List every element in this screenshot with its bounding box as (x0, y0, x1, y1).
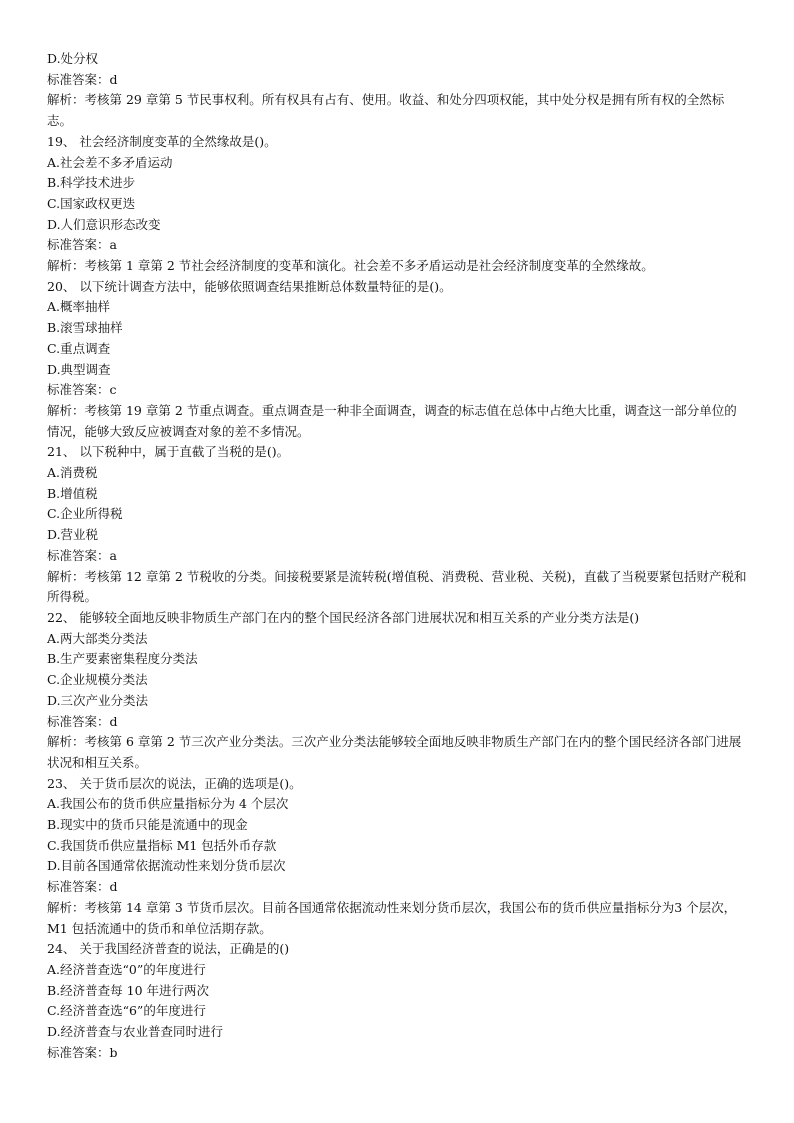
explanation-q23: 解析：考核第 14 章第 3 节货币层次。目前各国通常依据流动性来划分货币层次，我国公布的货币供应量指标分为3 个层次，M1 包括流通中的货币和单位活期存款。 (47, 899, 737, 936)
answer-q21: 标准答案：a (47, 547, 117, 563)
answer-q23: 标准答案：d (47, 879, 118, 895)
q24-option-b: B.经济普查每 10 年进行两次 (47, 982, 210, 998)
q20-option-d: D.典型调查 (47, 361, 111, 377)
option-d-disposal-right: D.处分权 (47, 51, 99, 66)
q19-option-c: C.国家政权更迭 (47, 195, 136, 211)
q19-option-b: B.科学技术进步 (47, 175, 136, 191)
explanation-q20: 解析：考核第 19 章第 2 节重点调查。重点调查是一种非全面调查，调查的标志值在总体中占绝大比重，调查这一部分单位的情况，能够大致反应被调查对象的差不多情况。 (47, 402, 737, 439)
document-page (47, 49, 747, 1063)
q24-option-c: C.经济普查选“6”的年度进行 (47, 1003, 206, 1019)
q24-option-a: A.经济普查选“0”的年度进行 (47, 961, 206, 977)
q23-option-b: B.现实中的货币只能是流通中的现金 (47, 817, 248, 833)
q20-option-c: C.重点调查 (47, 340, 111, 356)
q22-option-c: C.企业规模分类法 (47, 672, 148, 688)
q23-option-d: D.目前各国通常依据流动性来划分货币层次 (47, 858, 286, 874)
question-23: 23、 关于货币层次的说法，正确的选项是()。 (47, 775, 302, 791)
question-19: 19、 社会经济制度变革的全然缘故是()。 (47, 133, 277, 149)
q22-option-d: D.三次产业分类法 (47, 692, 149, 708)
q23-option-c: C.我国货币供应量指标 M1 包括外币存款 (47, 837, 277, 853)
explanation-q21: 解析：考核第 12 章第 2 节税收的分类。间接税要紧是流转税(增值税、消费税、营业税、关税)，直截了当税要紧包括财产税和所得税。 (47, 568, 747, 605)
q20-option-b: B.滚雪球抽样 (47, 320, 123, 336)
answer-q18: 标准答案：d (47, 71, 118, 87)
question-24: 24、 关于我国经济普查的说法，正确是的() (47, 941, 290, 957)
answer-q22: 标准答案：d (47, 713, 118, 729)
explanation-q18: 解析：考核第 29 章第 5 节民事权利。所有权具有占有、使用。收益、和处分四项权能，其中处分权是拥有所有权的全然标志。 (47, 92, 725, 129)
q22-option-a: A.两大部类分类法 (47, 630, 148, 646)
q20-option-a: A.概率抽样 (47, 299, 111, 315)
q21-option-c: C.企业所得税 (47, 506, 123, 522)
q21-option-b: B.增值税 (47, 485, 98, 501)
answer-q24: 标准答案：b (47, 1044, 118, 1060)
q21-option-d: D.营业税 (47, 527, 99, 543)
q19-option-a: A.社会差不多矛盾运动 (47, 154, 173, 170)
question-20: 20、 以下统计调查方法中，能够依照调查结果推断总体数量特征的是()。 (47, 278, 452, 294)
q23-option-a: A.我国公布的货币供应量指标分为 4 个层次 (47, 796, 289, 812)
question-22: 22、 能够较全面地反映非物质生产部门在内的整个国民经济各部门进展状况和相互关系的产业分类方法是() (47, 609, 640, 625)
q24-option-d: D.经济普查与农业普查同时进行 (47, 1024, 224, 1040)
explanation-q22: 解析：考核第 6 章第 2 节三次产业分类法。三次产业分类法能够较全面地反映非物质生产部门在内的整个国民经济各部门进展状况和相互关系。 (47, 734, 742, 770)
question-21: 21、 以下税种中，属于直截了当税的是()。 (47, 444, 290, 460)
explanation-q19: 解析：考核第 1 章第 2 节社会经济制度的变革和演化。社会差不多矛盾运动是社会经济制度变革的全然缘故。 (47, 258, 654, 274)
q21-option-a: A.消费税 (47, 465, 98, 481)
q22-option-b: B.生产要素密集程度分类法 (47, 651, 198, 667)
answer-q19: 标准答案：a (47, 237, 117, 253)
q19-option-d: D.人们意识形态改变 (47, 216, 161, 232)
answer-q20: 标准答案：c (47, 382, 117, 398)
